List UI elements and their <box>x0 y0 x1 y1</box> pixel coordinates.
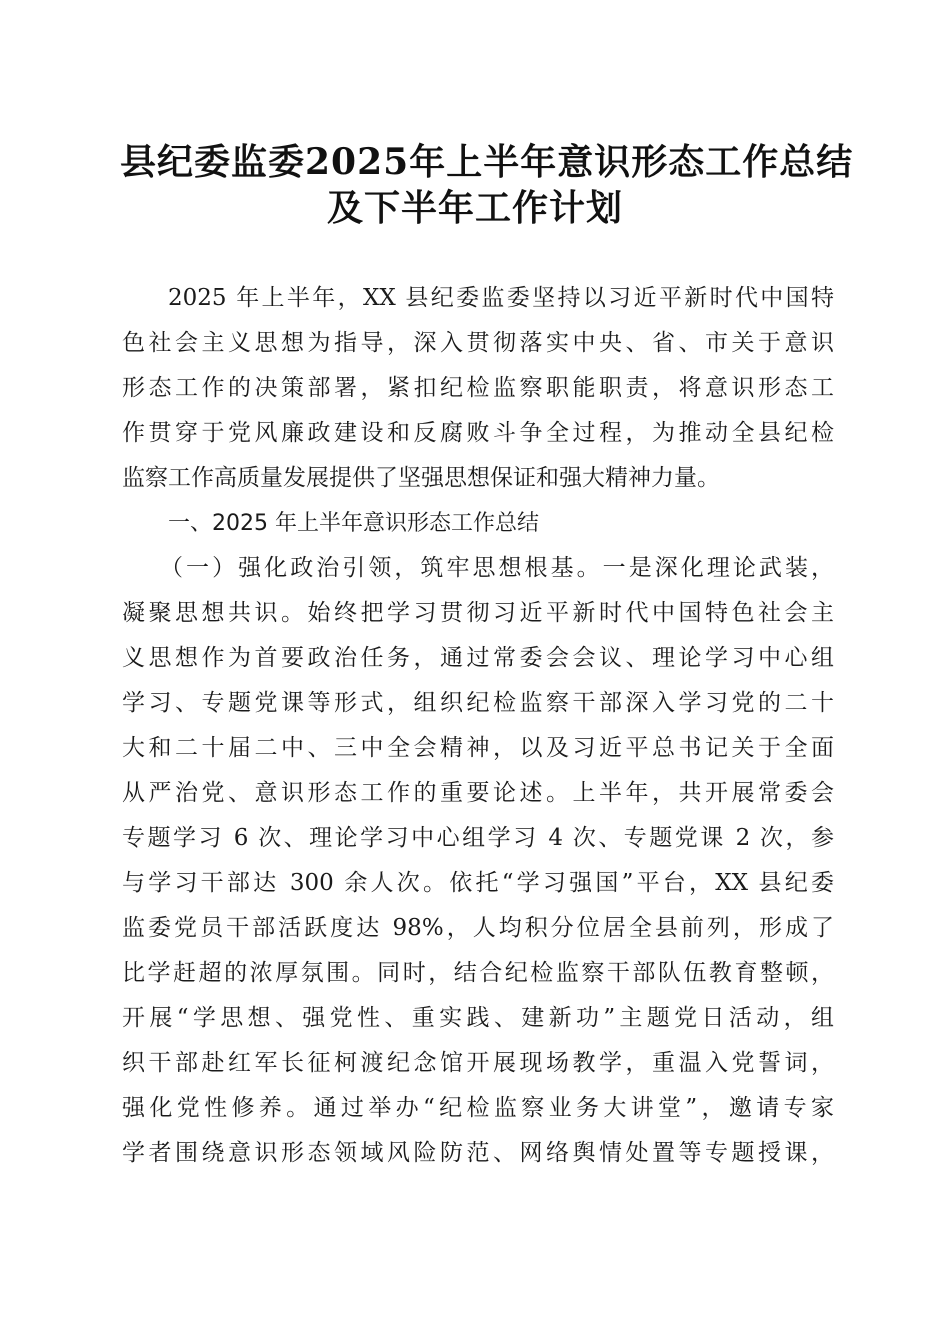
intro-line: 作贯穿于党风廉政建设和反腐败斗争全过程，为推动全县纪检 <box>122 420 834 446</box>
intro-line: 监察工作高质量发展提供了坚强思想保证和强大精神力量。 <box>122 465 720 491</box>
paragraph-line: 监委党员干部活跃度达 98%，人均积分位居全县前列，形成了 <box>122 915 834 941</box>
paragraph-line: 与学习干部达 300 余人次。依托“学习强国”平台，XX 县纪委 <box>122 870 834 896</box>
paragraph-line: 凝聚思想共识。始终把学习贯彻习近平新时代中国特色社会主 <box>122 600 834 626</box>
intro-line: 2025 年上半年，XX 县纪委监委坚持以习近平新时代中国特 <box>168 285 834 311</box>
paragraph-line: 专题学习 6 次、理论学习中心组学习 4 次、专题党课 2 次，参 <box>122 825 834 851</box>
document-title-line-2: 及下半年工作计划 <box>326 187 623 229</box>
paragraph-line: （一）强化政治引领，筑牢思想根基。一是深化理论武装， <box>160 555 834 581</box>
document-body <box>122 276 834 1176</box>
paragraph-line: 大和二十届二中、三中全会精神，以及习近平总书记关于全面 <box>122 735 834 761</box>
paragraph-line: 从严治党、意识形态工作的重要论述。上半年，共开展常委会 <box>122 780 834 806</box>
intro-line: 色社会主义思想为指导，深入贯彻落实中央、省、市关于意识 <box>122 330 834 356</box>
paragraph-line: 织干部赴红军长征柯渡纪念馆开展现场教学，重温入党誓词， <box>122 1050 834 1076</box>
paragraph-line: 义思想作为首要政治任务，通过常委会会议、理论学习中心组 <box>122 645 834 671</box>
document-title-line-1: 县纪委监委2025年上半年意识形态工作总结 <box>120 141 854 183</box>
paragraph-line: 学习、专题党课等形式，组织纪检监察干部深入学习党的二十 <box>122 690 834 716</box>
intro-line: 形态工作的决策部署，紧扣纪检监察职能职责，将意识形态工 <box>122 375 834 401</box>
paragraph-line: 比学赶超的浓厚氛围。同时，结合纪检监察干部队伍教育整顿， <box>122 960 834 986</box>
paragraph-line: 学者围绕意识形态领域风险防范、网络舆情处置等专题授课， <box>122 1140 834 1166</box>
paragraph-line: 强化党性修养。通过举办“纪检监察业务大讲堂”，邀请专家 <box>122 1095 834 1121</box>
paragraph-line: 开展“学思想、强党性、重实践、建新功”主题党日活动，组 <box>122 1005 834 1031</box>
section-heading: 一、2025 年上半年意识形态工作总结 <box>168 511 539 536</box>
